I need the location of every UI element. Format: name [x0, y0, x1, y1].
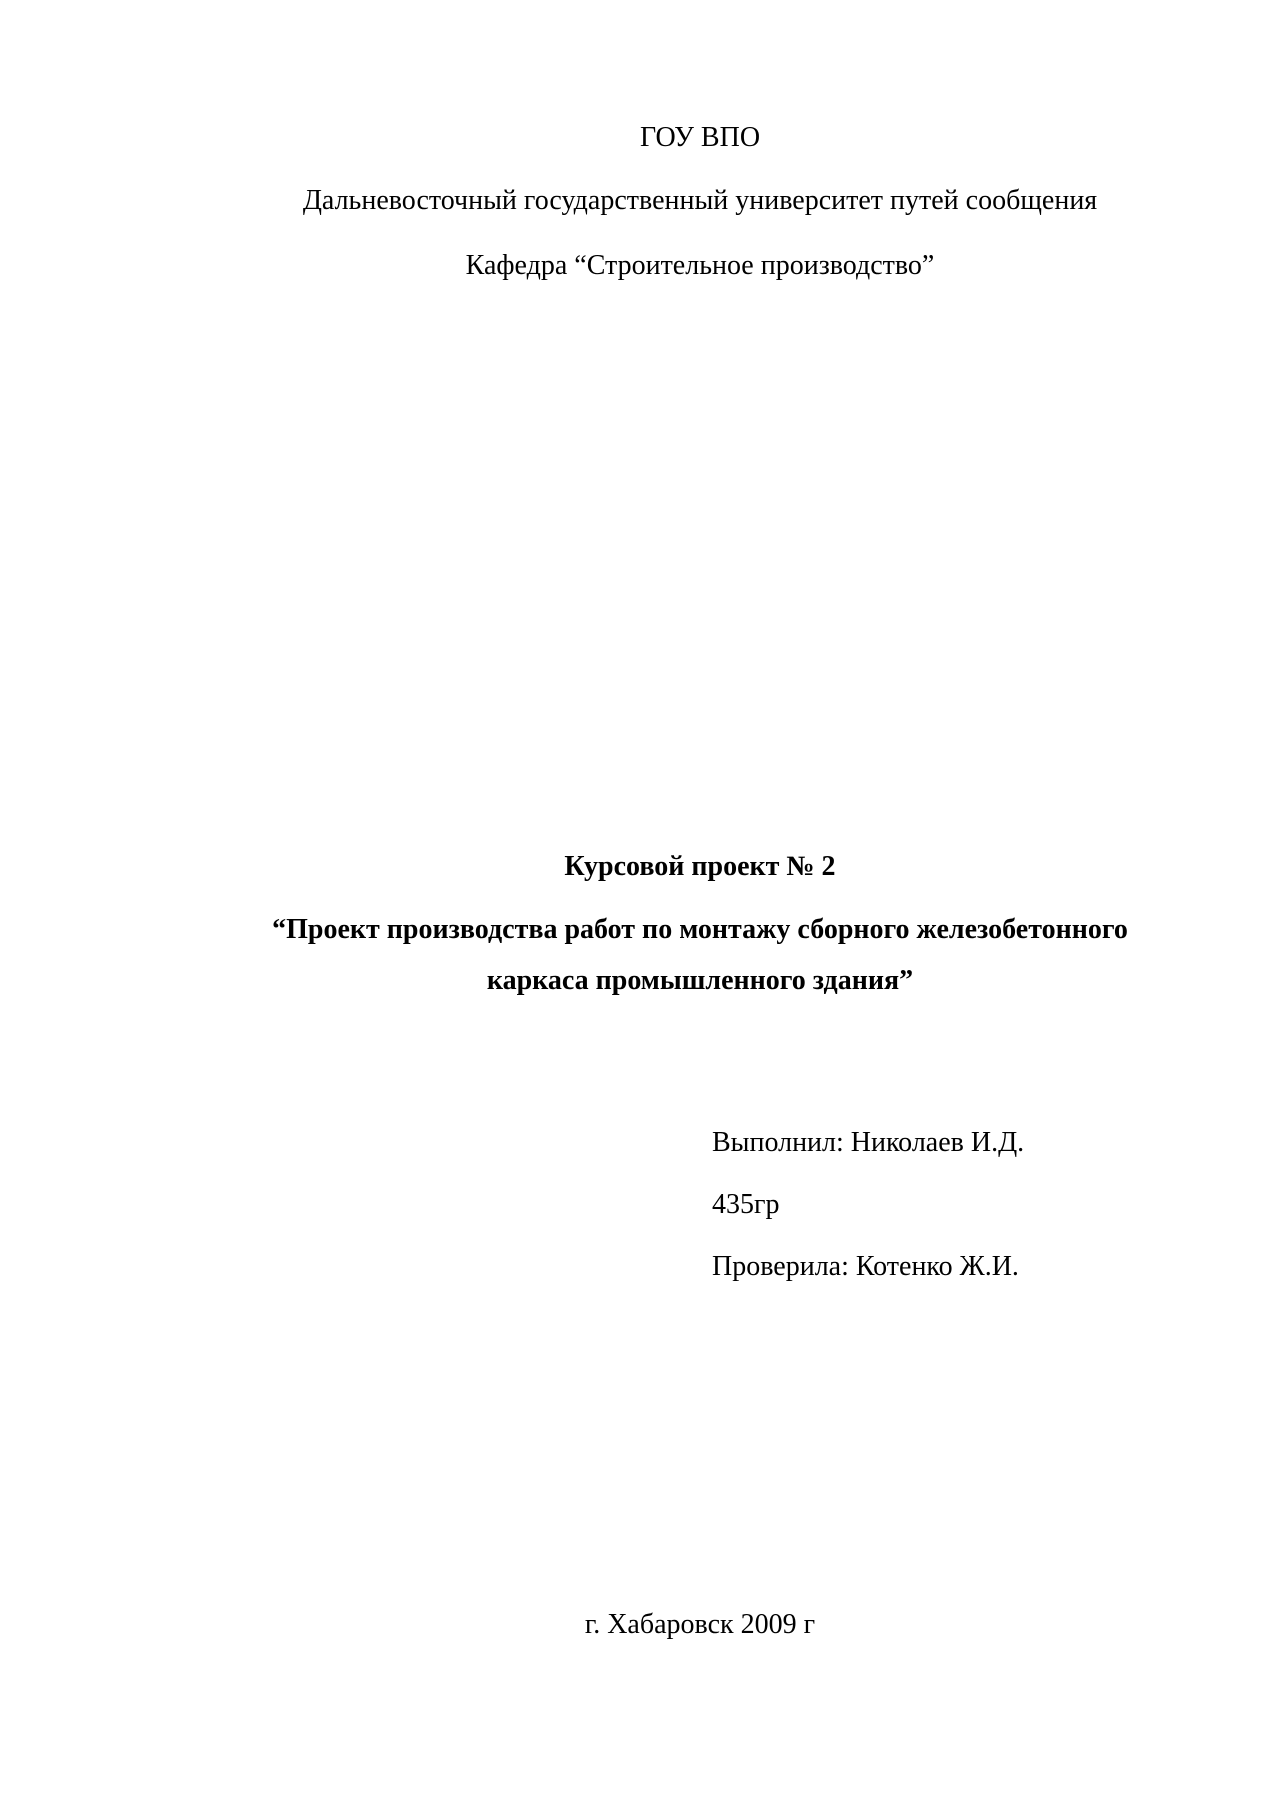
author-line: Выполнил: Николаев И.Д.	[712, 1127, 1025, 1158]
org-heading: ГОУ ВПО	[639, 122, 761, 153]
project-number: Курсовой проект № 2	[564, 851, 836, 882]
group-line: 435гр	[712, 1189, 780, 1220]
university-name: Дальневосточный государственный университет путей сообщения	[302, 185, 1098, 216]
project-topic-line-1: “Проект производства работ по монтажу сборного железобетонного	[272, 914, 1128, 945]
reviewer-line: Проверила: Котенко Ж.И.	[712, 1251, 1019, 1282]
department-name: Кафедра “Строительное производство”	[465, 250, 935, 281]
project-topic-line-2: каркаса промышленного здания”	[486, 965, 914, 996]
city-year: г. Хабаровск 2009 г	[584, 1609, 816, 1640]
